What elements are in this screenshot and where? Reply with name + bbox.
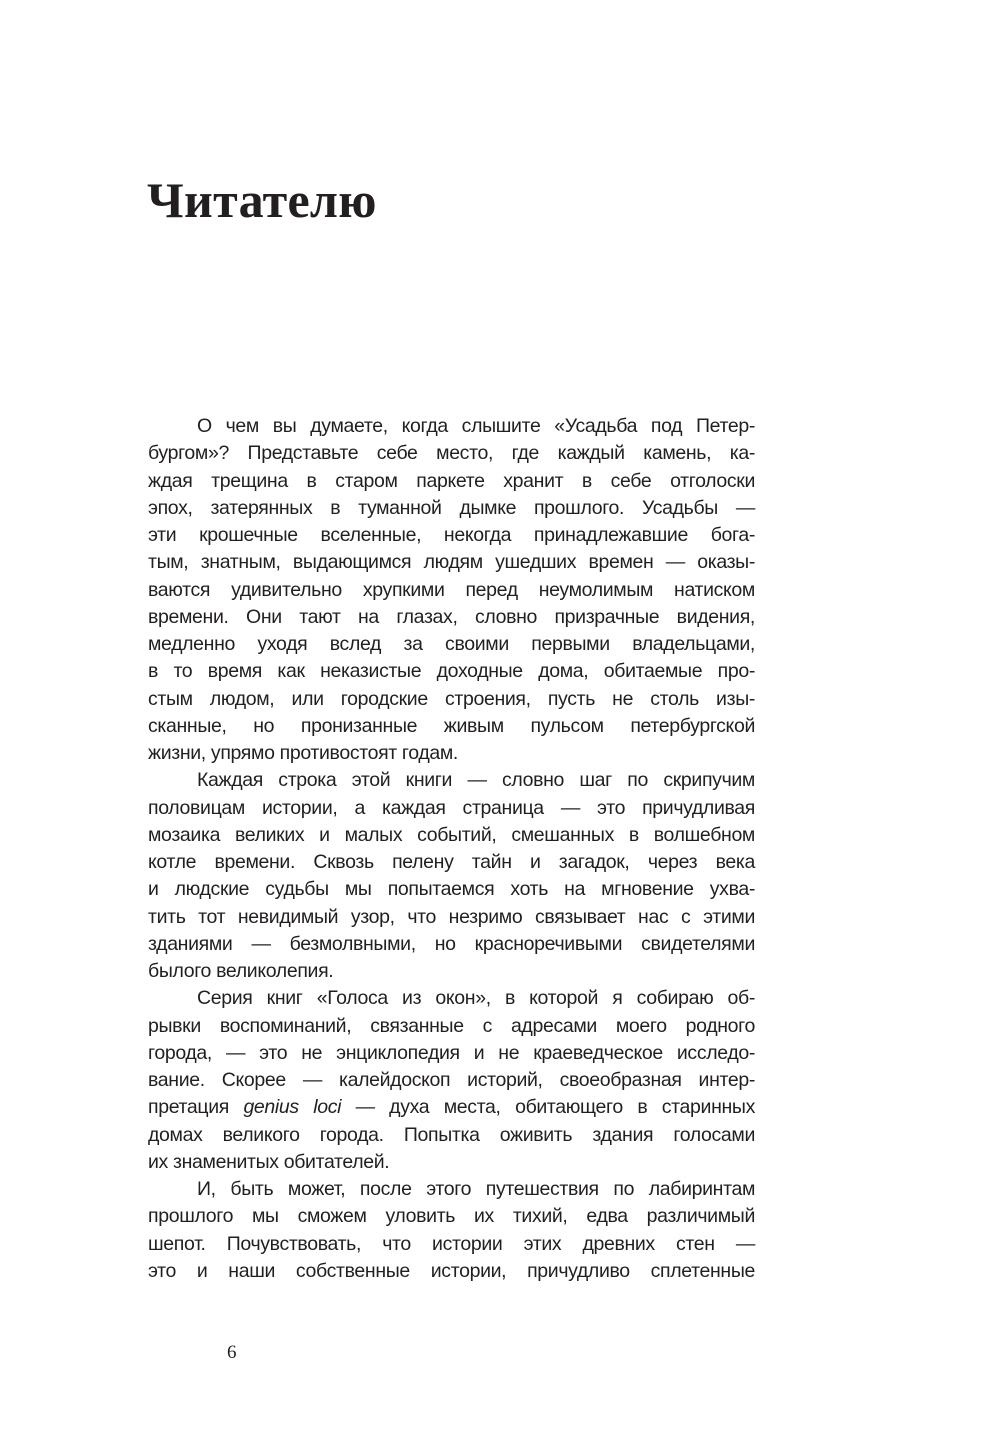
text-line: тить тот невидимый узор, что незримо связывает нас с этими [148,905,755,928]
text-line: бургом»? Представьте себе место, где каждый камень, ка- [148,442,755,465]
text-line: тым, знатным, выдающимся людям ушедших времен — оказы- [148,551,755,574]
text-line: это и наши собственные истории, причудливо сплетенные [148,1259,755,1282]
text-line: половицам истории, а каждая страница — это причудливая [148,796,755,819]
text-line: в то время как неказистые доходные дома, обитаемые про- [148,660,755,683]
paragraph [148,413,755,767]
text-line: эти крошечные вселенные, некогда принадлежавшие бога- [148,524,755,546]
text-line: их знаменитых обитателей. [148,1150,390,1173]
text-line: зданиями — безмолвными, но красноречивыми свидетелями [148,932,755,955]
text-line: ждая трещина в старом паркете хранит в себе отголоски [148,469,755,492]
italic-phrase: genius loci [243,1096,342,1119]
text-line: медленно уходя вслед за своими первыми владельцами, [148,633,755,655]
text-line: рывки воспоминаний, связанные с адресами моего родного [148,1014,755,1037]
text-line: домах великого города. Попытка оживить здания голосами [148,1123,755,1146]
text-line: мозаика великих и малых событий, смешанных в волшебном [148,823,755,846]
text-line: Каждая строка этой книги — словно шаг по скрипучим [197,769,755,792]
text-line: и людские судьбы мы попытаемся хоть на мгновение ухва- [148,878,755,901]
text-fragment: — духа места, обитающего в старинных [341,1096,755,1119]
text-line: стым людом, или городские строения, пусть не столь изы- [148,687,755,710]
paragraph [148,767,755,985]
text-line: былого великолепия. [148,960,334,982]
text-fragment: претация [148,1096,244,1119]
text-line: шепот. Почувствовать, что истории этих древних стен — [148,1232,755,1255]
page-number: 6 [227,1342,237,1363]
text-line: прошлого мы сможем уловить их тихий, едва различимый [148,1205,755,1228]
text-line: ваются удивительно хрупкими перед неумолимым натиском [148,578,755,601]
text-line: О чем вы думаете, когда слышите «Усадьба под Петер- [197,415,755,437]
text-line: жизни, упрямо противостоят годам. [148,742,458,764]
body-text [148,413,755,1285]
text-line: времени. Они тают на глазах, словно призрачные видения, [148,605,755,628]
chapter-title: Читателю [147,172,377,228]
text-line: эпох, затерянных в туманной дымке прошлого. Усадьбы — [148,496,755,519]
text-line: котле времени. Сквозь пелену тайн и загадок, через века [148,851,755,873]
text-line: сканные, но пронизанные живым пульсом петербургской [148,714,755,737]
text-line: Серия книг «Голоса из окон», в которой я собираю об- [197,987,755,1010]
paragraph [148,985,755,1176]
text-line: вание. Скорее — калейдоскоп историй, своеобразная интер- [148,1069,755,1091]
text-line: города, — это не энциклопедия и не краеведческое исследо- [148,1041,755,1064]
text-line: И, быть может, после этого путешествия по лабиринтам [197,1178,755,1200]
text-line [148,1094,755,1121]
paragraph [148,1176,755,1285]
